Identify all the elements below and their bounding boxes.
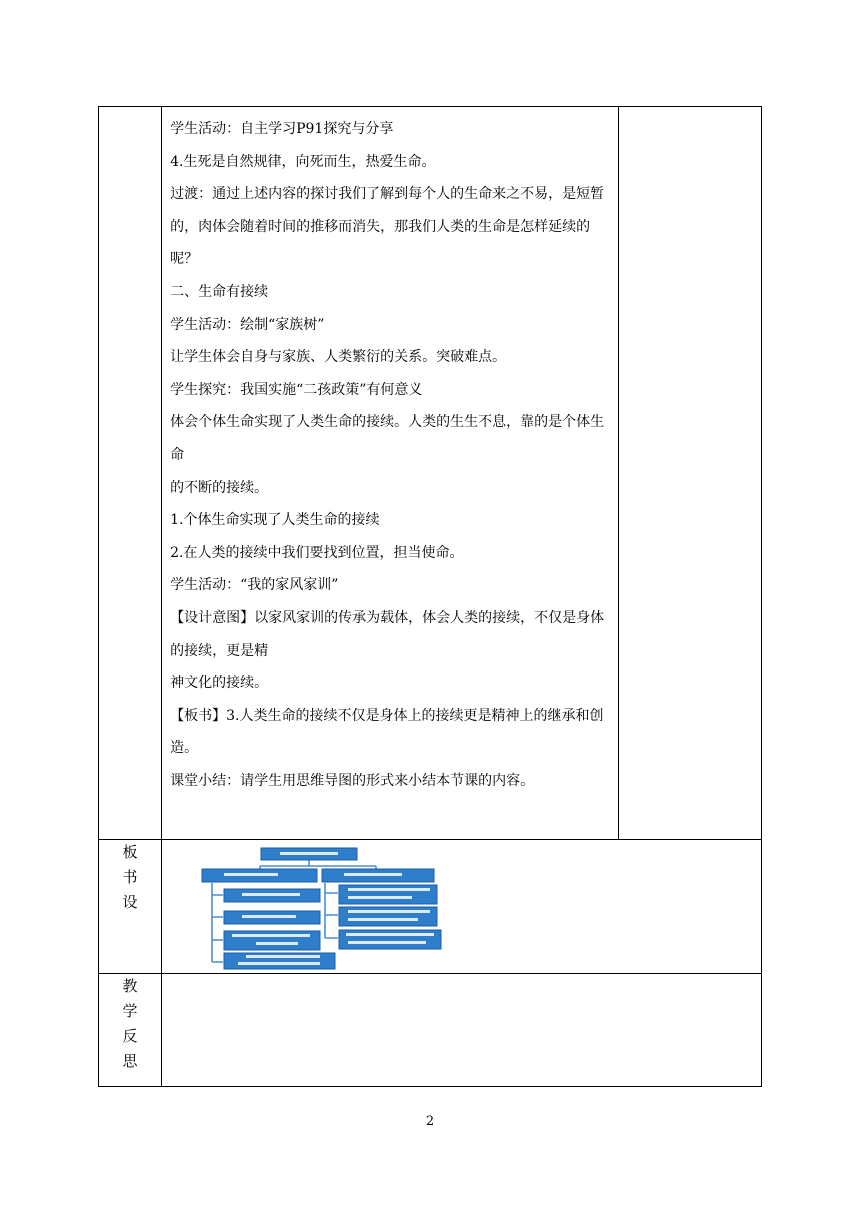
paragraph: 【设计意图】以家风家训的传承为载体，体会人类的接续，不仅是身体的接续，更是精: [170, 609, 605, 659]
notes-cell-empty: [618, 107, 761, 840]
label-char: 设: [122, 893, 138, 911]
label-char: 板: [122, 843, 138, 861]
paragraph: 4.生死是自然规律，向死而生，热爱生命。: [170, 153, 436, 170]
paragraph: 学生活动：“我的家风家训”: [170, 577, 339, 594]
mind-map-leaf-box: [339, 907, 437, 926]
label-char: 反: [122, 1027, 138, 1045]
paragraph: 体会个体生命实现了人类生命的接续。人类的生生不息，靠的是个体生命: [170, 414, 605, 463]
teaching-process-row: [99, 107, 762, 840]
label-cell-empty: [99, 107, 162, 840]
mind-map-leaf-box: [339, 930, 441, 949]
teaching-reflection-cell: [162, 974, 762, 1087]
paragraph: 神文化的接续。: [170, 675, 269, 692]
paragraph: 学生探究：我国实施“二孩政策”有何意义: [170, 381, 423, 398]
label-char: 思: [122, 1052, 138, 1070]
label-char: 教: [122, 977, 138, 995]
paragraph: 过渡：通过上述内容的探讨我们了解到每个人的生命来之不易，是短暂的，肉体会随着时间的推移而消失，那我们人类的生命是怎样延续的呢？: [170, 186, 605, 268]
teaching-reflection-row: [99, 974, 762, 1087]
paragraph: 1.个体生命实现了人类生命的接续: [170, 512, 380, 529]
paragraph: 学生活动：绘制“家族树”: [170, 316, 325, 333]
paragraph: 让学生体会自身与家族、人类繁衍的关系。突破难点。: [170, 349, 507, 366]
paragraph: 学生活动：自主学习P91探究与分享: [170, 121, 394, 137]
label-char: 书: [122, 868, 138, 886]
teaching-reflection-label: [99, 974, 162, 1087]
board-design-row: [99, 840, 762, 974]
lesson-plan-table: [98, 106, 762, 1087]
paragraph: 的不断的接续。: [170, 479, 269, 496]
board-design-cell: [162, 840, 762, 974]
paragraph: 2.在人类的接续中我们要找到位置，担当使命。: [170, 544, 464, 561]
section-heading: 二、生命有接续: [170, 283, 269, 300]
paragraph: 【板书】3.人类生命的接续不仅是身体上的接续更是精神上的继承和创造。: [170, 707, 604, 757]
teaching-content-cell: [162, 107, 619, 840]
mind-map-leaf-box: [224, 931, 320, 950]
mind-map-image: [198, 844, 448, 970]
page-number: 2: [425, 1114, 435, 1129]
label-char: 学: [122, 1002, 138, 1020]
board-design-label: [99, 840, 162, 974]
paragraph: 课堂小结：请学生用思维导图的形式来小结本节课的内容。: [170, 772, 535, 789]
mind-map-leaf-box: [339, 885, 437, 904]
teaching-content: [162, 107, 618, 815]
